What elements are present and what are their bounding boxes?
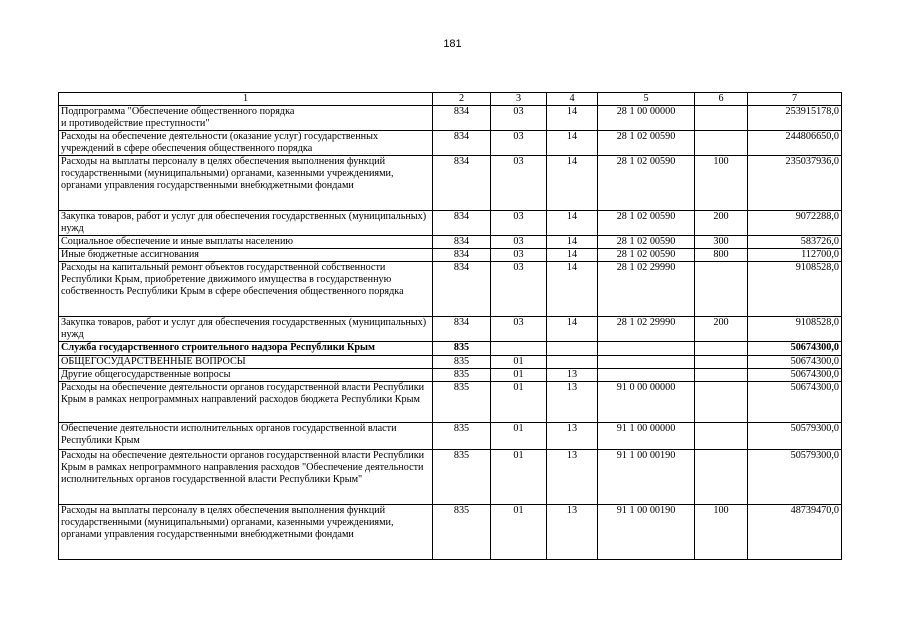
row-amount: 235037936,0 [748, 156, 842, 211]
row-amount: 50674300,0 [748, 342, 842, 356]
row-amount: 50674300,0 [748, 356, 842, 369]
row-subsection: 14 [547, 249, 598, 262]
row-expense-type [695, 106, 748, 131]
row-target-article: 28 1 00 00000 [598, 106, 695, 131]
table-row [59, 317, 842, 342]
row-name: Расходы на выплаты персоналу в целях обеспечения выполнения функций государственными (муниципальными) органами, казенными учреждениями, органами управления государственными внебюджетными фондами [59, 156, 433, 211]
row-ved: 834 [433, 317, 491, 342]
row-ved: 834 [433, 131, 491, 156]
page-number: 181 [443, 38, 462, 50]
row-expense-type: 200 [695, 211, 748, 236]
row-target-article [598, 356, 695, 369]
row-section: 01 [491, 423, 547, 450]
row-expense-type: 100 [695, 156, 748, 211]
row-name: Закупка товаров, работ и услуг для обеспечения государственных (муниципальных) нужд [59, 211, 433, 236]
budget-table [58, 92, 842, 560]
header-cell: 4 [547, 93, 598, 106]
header-cell: 5 [598, 93, 695, 106]
row-name: Расходы на капитальный ремонт объектов государственной собственности Республики Крым, приобретение движимого имущества в государственную собственность Республики Крым в сфере обеспечения общественного порядка [59, 262, 433, 317]
row-expense-type [695, 382, 748, 423]
row-subsection: 14 [547, 106, 598, 131]
row-target-article: 28 1 02 29990 [598, 317, 695, 342]
row-expense-type [695, 450, 748, 505]
header-cell: 6 [695, 93, 748, 106]
row-subsection [547, 356, 598, 369]
row-subsection: 14 [547, 317, 598, 342]
row-amount: 583726,0 [748, 236, 842, 249]
row-expense-type [695, 356, 748, 369]
row-section: 03 [491, 106, 547, 131]
table-row [59, 236, 842, 249]
header-cell: 3 [491, 93, 547, 106]
row-expense-type: 200 [695, 317, 748, 342]
table-row [59, 382, 842, 423]
row-name: Закупка товаров, работ и услуг для обеспечения государственных (муниципальных) нужд [59, 317, 433, 342]
row-subsection: 14 [547, 236, 598, 249]
row-target-article: 28 1 02 00590 [598, 211, 695, 236]
row-ved: 834 [433, 262, 491, 317]
row-section: 01 [491, 356, 547, 369]
row-target-article: 91 1 00 00190 [598, 450, 695, 505]
row-ved: 835 [433, 505, 491, 560]
row-ved: 835 [433, 423, 491, 450]
row-section: 03 [491, 317, 547, 342]
row-target-article [598, 369, 695, 382]
row-name: Обеспечение деятельности исполнительных органов государственной власти Республики Крым [59, 423, 433, 450]
row-expense-type: 100 [695, 505, 748, 560]
row-target-article [598, 342, 695, 356]
row-expense-type [695, 369, 748, 382]
row-amount: 9108528,0 [748, 262, 842, 317]
table-row [59, 131, 842, 156]
row-section: 03 [491, 249, 547, 262]
table-row [59, 106, 842, 131]
table-row [59, 369, 842, 382]
row-expense-type [695, 262, 748, 317]
table-row [59, 342, 842, 356]
row-section [491, 342, 547, 356]
row-subsection: 13 [547, 382, 598, 423]
row-name: Другие общегосударственные вопросы [59, 369, 433, 382]
row-name: Расходы на обеспечение деятельности органов государственной власти Республики Крым в рамках непрограммных направлений расходов бюджета Республики Крым [59, 382, 433, 423]
row-target-article: 91 0 00 00000 [598, 382, 695, 423]
row-ved: 834 [433, 211, 491, 236]
row-expense-type [695, 342, 748, 356]
row-subsection: 14 [547, 262, 598, 317]
row-ved: 835 [433, 356, 491, 369]
row-amount: 253915178,0 [748, 106, 842, 131]
row-ved: 835 [433, 369, 491, 382]
row-expense-type: 300 [695, 236, 748, 249]
row-target-article: 28 1 02 00590 [598, 249, 695, 262]
row-target-article: 28 1 02 29990 [598, 262, 695, 317]
header-cell: 2 [433, 93, 491, 106]
row-name: Расходы на выплаты персоналу в целях обеспечения выполнения функций государственными (муниципальными) органами, казенными учреждениями, органами управления государственными внебюджетными фондами [59, 505, 433, 560]
table-row [59, 249, 842, 262]
table-row [59, 356, 842, 369]
row-section: 01 [491, 505, 547, 560]
row-expense-type [695, 423, 748, 450]
row-amount: 9072288,0 [748, 211, 842, 236]
row-expense-type: 800 [695, 249, 748, 262]
row-subsection: 13 [547, 423, 598, 450]
row-ved: 834 [433, 249, 491, 262]
row-section: 03 [491, 211, 547, 236]
row-section: 03 [491, 262, 547, 317]
header-cell: 7 [748, 93, 842, 106]
row-subsection: 14 [547, 156, 598, 211]
row-subsection: 14 [547, 131, 598, 156]
row-ved: 834 [433, 106, 491, 131]
table-row [59, 156, 842, 211]
table-row [59, 423, 842, 450]
row-subsection: 14 [547, 211, 598, 236]
row-target-article: 91 1 00 00190 [598, 505, 695, 560]
table-row [59, 211, 842, 236]
row-name: Иные бюджетные ассигнования [59, 249, 433, 262]
row-name: Социальное обеспечение и иные выплаты населению [59, 236, 433, 249]
row-amount: 112700,0 [748, 249, 842, 262]
row-amount: 9108528,0 [748, 317, 842, 342]
row-section: 03 [491, 236, 547, 249]
row-name: Расходы на обеспечение деятельности органов государственной власти Республики Крым в рамках непрограммного направления расходов "Обеспечение деятельности исполнительных органов государственной власти Республики Крым" [59, 450, 433, 505]
row-name: ОБЩЕГОСУДАРСТВЕННЫЕ ВОПРОСЫ [59, 356, 433, 369]
row-amount: 50579300,0 [748, 423, 842, 450]
row-amount: 48739470,0 [748, 505, 842, 560]
row-ved: 835 [433, 450, 491, 505]
row-name: Расходы на обеспечение деятельности (оказание услуг) государственных учреждений в сфере обеспечения общественного порядка [59, 131, 433, 156]
row-amount: 244806650,0 [748, 131, 842, 156]
row-section: 03 [491, 131, 547, 156]
row-section: 01 [491, 450, 547, 505]
row-subsection: 13 [547, 505, 598, 560]
row-expense-type [695, 131, 748, 156]
row-subsection [547, 342, 598, 356]
header-row [59, 93, 842, 106]
row-ved: 834 [433, 156, 491, 211]
row-amount: 50579300,0 [748, 450, 842, 505]
header-cell: 1 [59, 93, 433, 106]
row-ved: 835 [433, 342, 491, 356]
table-row [59, 450, 842, 505]
row-section: 01 [491, 369, 547, 382]
row-name: Подпрограмма "Обеспечение общественного порядка и противодействие преступности" [59, 106, 433, 131]
row-amount: 50674300,0 [748, 382, 842, 423]
row-target-article: 28 1 02 00590 [598, 236, 695, 249]
row-target-article: 28 1 02 00590 [598, 131, 695, 156]
row-target-article: 28 1 02 00590 [598, 156, 695, 211]
row-ved: 835 [433, 382, 491, 423]
row-section: 03 [491, 156, 547, 211]
row-ved: 834 [433, 236, 491, 249]
row-subsection: 13 [547, 369, 598, 382]
table-row [59, 262, 842, 317]
row-target-article: 91 1 00 00000 [598, 423, 695, 450]
row-amount: 50674300,0 [748, 369, 842, 382]
row-section: 01 [491, 382, 547, 423]
row-subsection: 13 [547, 450, 598, 505]
row-name: Служба государственного строительного надзора Республики Крым [59, 342, 433, 356]
table-row [59, 505, 842, 560]
